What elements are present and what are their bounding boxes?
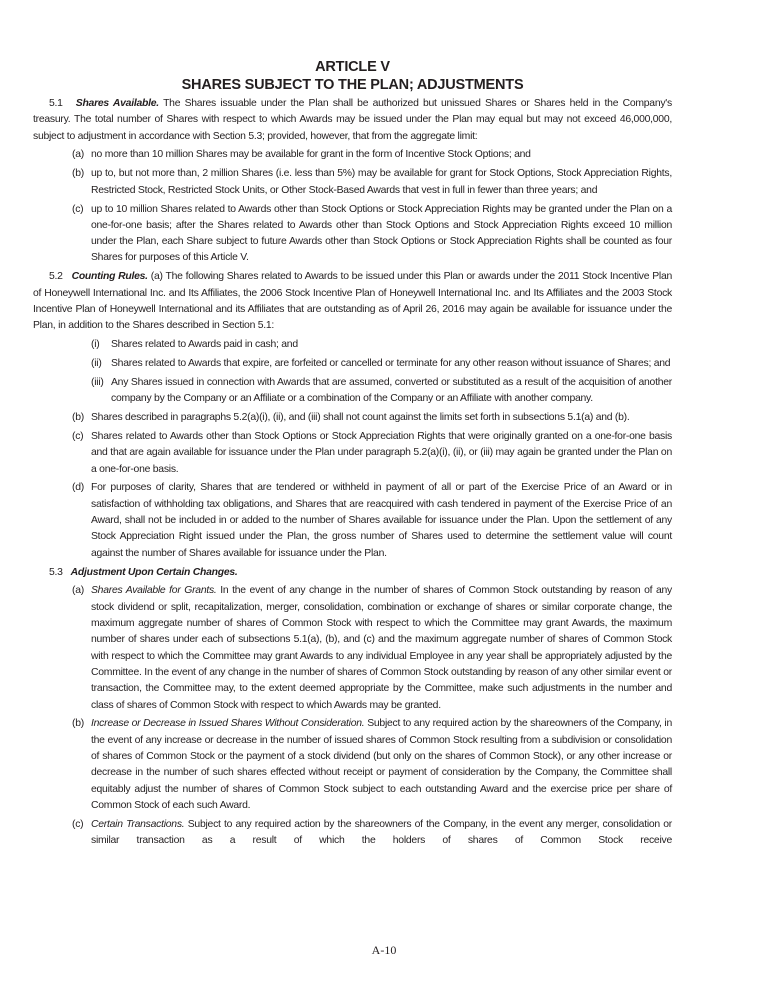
item-text: Shares described in paragraphs 5.2(a)(i), (ii), and (iii) shall not count against the limits set forth in subsections 5.1(a) and (b). (91, 412, 630, 424)
item-text: up to 10 million Shares related to Awards other than Stock Options or Stock Appreciation Rights may be granted under the Plan on a one-for-one basis; after the Shares related to Awards other than Stock Options and Stock Appreciation Rights exceed 10 million under the Plan, each Share subject to future Awards other than Stock Options or Stock Appreciation Rights shall be counted as four Shares for purposes of this Article V. (91, 203, 672, 264)
item-label: (i) (91, 339, 100, 351)
section-heading: Counting Rules. (71, 271, 148, 283)
list-item (33, 356, 672, 372)
item-label: (c) (72, 203, 84, 215)
list-item (33, 410, 672, 426)
section-text: (a) The following Shares related to Awards to be issued under this Plan or awards under the 2011 Stock Incentive Plan of Honeywell International Inc. and Its Affiliates, the 2006 Stock Incentive Plan of Honeywell International Inc. and Its Affiliates and the 2003 Stock Incentive Plan of Honeywell International and its Affiliates that are outstanding as of April 26, 2016 may again be available for issuance under the Plan, in addition to the Shares described in Section 5.1: (33, 271, 673, 332)
item-text: up to, but not more than, 2 million Shares (i.e. less than 5%) may be available for grant for Stock Options, Stock Appreciation Rights, Restricted Stock, Restricted Stock Units, or Other Stock-Based Awards that vest in full in fewer than three years; and (91, 168, 672, 196)
item-text: In the event of any change in the number of shares of Common Stock outstanding by reason of any stock dividend or split, recapitalization, merger, consolidation, combination or exchange of shares or similar corporate change, the maximum aggregate number of shares of Common Stock with respect to which the Committee may grant Awards, the maximum number of shares under each of subsections 5.1(a), (b), and (c) and the maximum aggregate number of shares of Common Stock with respect to which the Committee may grant Awards to any individual Employee in any year shall be appropriately adjusted by the Committee. In the event of any change in the number of shares of Common Stock outstanding by reason of any other similar event or transaction, the Committee may, to the extent deemed appropriate by the Committee, make such adjustments in the number and class of shares of Common Stock with respect to which Awards may be granted. (91, 585, 673, 711)
list-item (33, 817, 672, 850)
article-number: ARTICLE V (315, 59, 390, 75)
article-title: SHARES SUBJECT TO THE PLAN; ADJUSTMENTS (181, 77, 524, 93)
item-text: Shares related to Awards other than Stock Options or Stock Appreciation Rights that were originally granted on a one-for-one basis and that are again available for issuance under the Plan under paragraph 5.2(a)(i), (ii), or (iii) may again be granted under the Plan on a one-for-one basis. (91, 430, 672, 475)
item-label: (d) (72, 482, 84, 494)
section-number: 5.2 (49, 271, 63, 283)
section-heading: Adjustment Upon Certain Changes. (70, 566, 238, 578)
item-text: Any Shares issued in connection with Awards that are assumed, converted or substituted as a result of the acquisition of another company by the Company or an Affiliate or a combination of the Company or an Affiliate with another company. (111, 376, 672, 405)
item-text: Subject to any required action by the shareowners of the Company, in the event of any increase or decrease in the number of issued shares of Common Stock resulting from a subdivision or consolidation of shares of Common Stock or the payment of a stock dividend (but only on the shares of Common Stock), or any other increase or decrease in the number of such shares effected without receipt or payment of consideration by the Company, the Committee shall equitably adjust the number of shares of Common Stock subject to each outstanding Award and the exercise price per share of Common Stock of each such Award. (91, 718, 672, 811)
item-text: no more than 10 million Shares may be available for grant in the form of Incentive Stock Options; and (91, 149, 531, 161)
item-label: (b) (72, 412, 84, 424)
list-item (33, 166, 672, 199)
item-label: (a) (72, 585, 84, 597)
list-item (33, 716, 672, 814)
item-label: (b) (72, 168, 84, 180)
item-text: Subject to any required action by the shareowners of the Company, in the event any merger, consolidation or similar transaction as a result of which the holders of shares of Common Stock receive (91, 818, 673, 847)
item-text: Shares related to Awards that expire, are forfeited or cancelled or terminate for any other reason without issuance of Shares; and (111, 358, 671, 370)
item-label: (ii) (91, 358, 102, 370)
item-text: For purposes of clarity, Shares that are tendered or withheld in payment of all or part of the Exercise Price of an Award or in satisfaction of withholding tax obligations, and Shares that are reacquired with cash tendered in payment of the Exercise Price of an Award, shall not be included in or added to the number of Shares available for issuance under the Plan. Upon the settlement of any Stock Appreciation Right issued under the Plan, the gross number of Shares used to determine the settlement value will count against the number of Shares available for issuance under the Plan. (91, 482, 672, 559)
list-item (33, 202, 672, 267)
list-item (33, 375, 672, 408)
section-number: 5.1 (49, 98, 63, 109)
item-text: Shares related to Awards paid in cash; and (111, 339, 298, 351)
item-label: (a) (72, 149, 84, 161)
section-number: 5.3 (49, 566, 63, 578)
item-label: (iii) (91, 376, 104, 388)
section-5-2 (33, 269, 672, 334)
list-item (33, 429, 672, 478)
item-heading: Increase or Decrease in Issued Shares Without Consideration. (91, 718, 365, 730)
section-heading: Shares Available. (75, 98, 159, 109)
item-label: (b) (72, 718, 84, 730)
section-5-1 (33, 96, 672, 145)
section-text: The Shares issuable under the Plan shall be authorized but unissued Shares or Shares held in the Company's treasury. The total number of Shares with respect to which Awards may be issued under the Plan may equal but may not exceed 46,000,000, subject to adjustment in accordance with Section 5.3; provided, however, that from the aggregate limit: (33, 98, 672, 142)
item-heading: Certain Transactions. (91, 818, 185, 830)
list-item (33, 337, 672, 353)
page-number: A-10 (371, 943, 397, 957)
item-label: (c) (72, 818, 84, 830)
item-label: (c) (72, 430, 84, 442)
document-page (33, 58, 672, 852)
list-item (33, 583, 672, 713)
list-item (33, 480, 672, 561)
section-5-3 (33, 565, 672, 581)
item-heading: Shares Available for Grants. (91, 585, 217, 597)
list-item (33, 147, 672, 163)
